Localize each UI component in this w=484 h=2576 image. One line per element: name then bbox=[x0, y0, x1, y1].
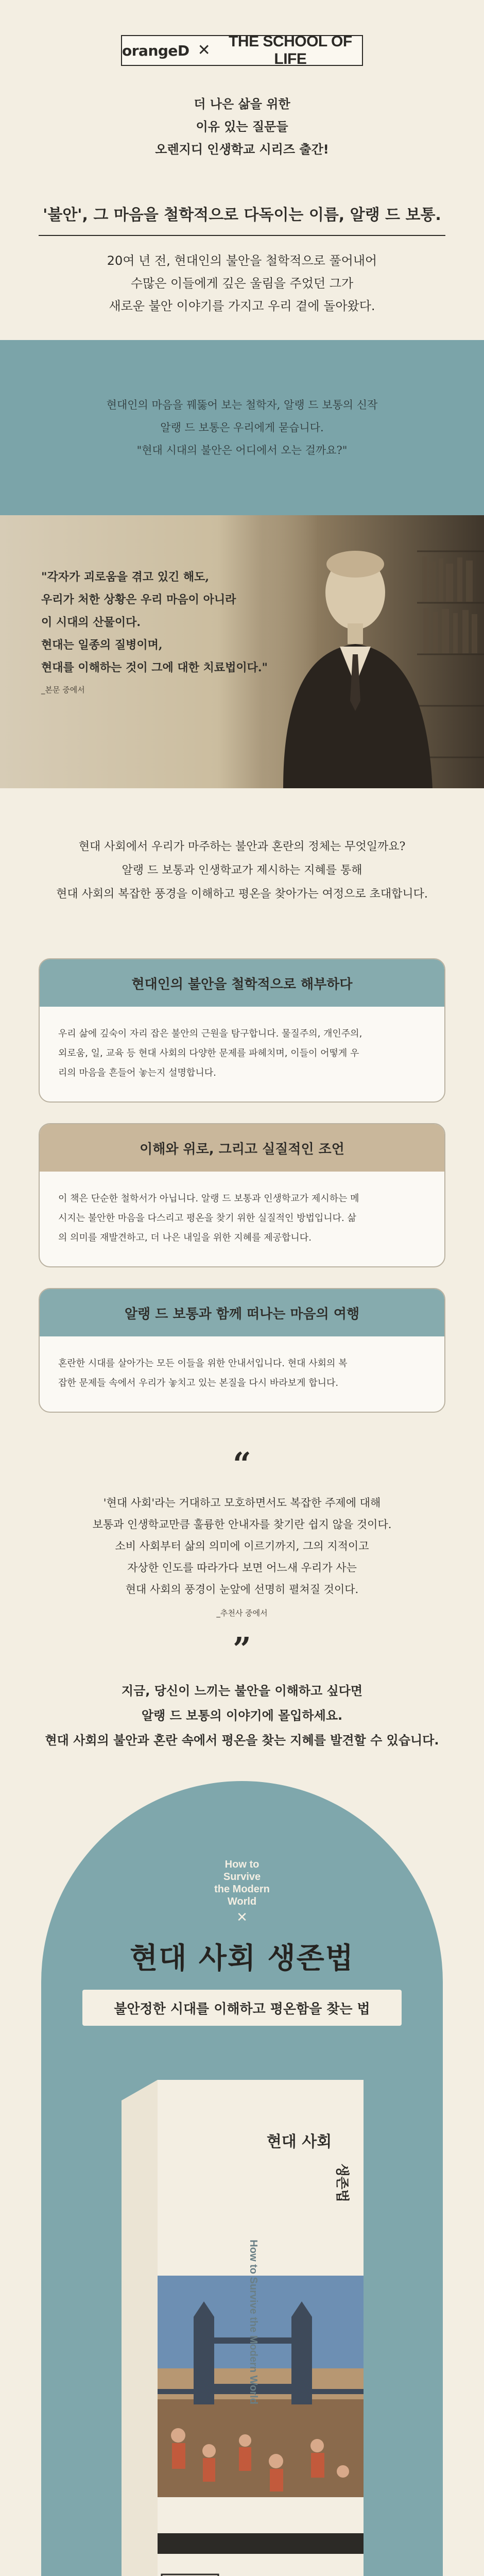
cover-spine-text: How to Survive the Modern World bbox=[248, 2240, 259, 2404]
open-quote-icon: “ bbox=[233, 1445, 251, 1483]
invitation-line: 현대 사회의 복잡한 풍경을 이해하고 평온을 찾아가는 여정으로 초대합니다. bbox=[56, 888, 428, 901]
card-title: 알랭 드 보통과 함께 떠나는 마음의 여행 bbox=[40, 1289, 444, 1336]
card-body bbox=[40, 1007, 444, 1101]
card-line: 우리 삶에 깊숙이 자리 잡은 불안의 근원을 탐구합니다. 물질주의, 개인주의, bbox=[58, 1028, 362, 1039]
closing-line: 현대 사회의 불안과 혼란 속에서 평온을 찾는 지혜를 발견할 수 있습니다. bbox=[45, 1733, 439, 1748]
teal-band-line: "현대 시대의 불안은 어디에서 오는 걸까요?" bbox=[136, 444, 348, 456]
recommendation-source: _추천사 중에서 bbox=[216, 1608, 268, 1618]
book-subtitle: 불안정한 시대를 이해하고 평온함을 찾는 법 bbox=[82, 1990, 402, 2026]
closing-line: 알랭 드 보통의 이야기에 몰입하세요. bbox=[141, 1708, 343, 1723]
card-line: 외로움, 일, 교육 등 현대 사회의 다양한 문제를 파헤치며, 이들이 어떻게 우 bbox=[58, 1048, 359, 1059]
author-quote bbox=[41, 566, 288, 695]
english-title-line: Survive bbox=[223, 1871, 261, 1883]
book-showcase bbox=[41, 1781, 443, 2576]
english-title-line: World bbox=[227, 1896, 257, 1907]
card-line: 시지는 불안한 마음을 다스리고 평온을 찾기 위한 실질적인 방법입니다. 삶 bbox=[58, 1213, 356, 1224]
korean-title: 현대 사회 생존법 bbox=[130, 1942, 354, 1975]
card-line: 리의 마음을 흔들어 놓는지 설명합니다. bbox=[58, 1067, 216, 1078]
card-line: 이 책은 단순한 철학서가 아닙니다. 알랭 드 보통과 인생학교가 제시하는 메 bbox=[58, 1193, 359, 1204]
card-title: 이해와 위로, 그리고 실질적인 조언 bbox=[40, 1124, 444, 1172]
teal-band-line: 알랭 드 보통은 우리에게 묻습니다. bbox=[160, 421, 324, 434]
teal-question-band bbox=[0, 340, 484, 515]
close-quote-icon: ” bbox=[233, 1630, 251, 1668]
oranged-logo: orangeD bbox=[122, 42, 189, 59]
author-photo-quote bbox=[0, 515, 484, 788]
card-line: 혼란한 시대를 살아가는 모든 이들을 위한 안내서입니다. 현대 사회의 복 bbox=[58, 1358, 348, 1369]
invitation-line: 알랭 드 보통과 인생학교가 제시하는 지혜를 통해 bbox=[122, 864, 362, 877]
card-line: 의 의미를 재발견하고, 더 나은 내일을 위한 지혜를 제공합니다. bbox=[58, 1232, 312, 1243]
quote-line: 우리가 처한 상황은 우리 마음이 아니라 bbox=[41, 593, 236, 606]
recommendation-line: 보통과 인생학교만큼 훌륭한 안내자를 찾기란 쉽지 않을 것이다. bbox=[92, 1518, 392, 1531]
quote-line: 이 시대의 산물이다. bbox=[41, 616, 141, 629]
intro-body bbox=[0, 249, 484, 317]
recommendation-text bbox=[0, 1492, 484, 1618]
intro-section bbox=[0, 0, 484, 340]
feature-card-advice bbox=[39, 1123, 445, 1267]
feature-card-analysis bbox=[39, 958, 445, 1103]
recommendation-line: 자상한 인도를 따라가다 보면 어느새 우리가 사는 bbox=[127, 1562, 357, 1574]
intro-body-line: 수많은 이들에게 깊은 울림을 주었던 그가 bbox=[130, 276, 354, 291]
invitation-section bbox=[0, 788, 484, 953]
brand-bar bbox=[121, 35, 363, 66]
recommendation-line: 현대 사회의 풍경이 눈앞에 선명히 펼쳐질 것이다. bbox=[125, 1583, 359, 1596]
intro-line: 오렌지디 인생학교 시리즈 출간! bbox=[155, 142, 329, 157]
recommendation-line: '현대 사회'라는 거대하고 모호하면서도 복잡한 주제에 대해 bbox=[103, 1497, 381, 1509]
collab-x-icon: ✕ bbox=[197, 41, 211, 59]
recommendation-line: 소비 사회부터 삶의 의미에 이르기까지, 그의 지적이고 bbox=[115, 1540, 369, 1552]
intro-tagline bbox=[0, 93, 484, 161]
card-line: 잡한 문제들 속에서 우리가 놓치고 있는 본질을 다시 바라보게 합니다. bbox=[58, 1378, 339, 1388]
english-title bbox=[41, 1858, 443, 1925]
card-body bbox=[40, 1172, 444, 1266]
book-cover-image bbox=[122, 2080, 364, 2576]
invitation-line: 현대 사회에서 우리가 마주하는 불안과 혼란의 정체는 무엇일까요? bbox=[78, 840, 406, 853]
quote-line: "각자가 괴로움을 겪고 있긴 해도, bbox=[41, 570, 210, 584]
card-body bbox=[40, 1336, 444, 1412]
closing-section bbox=[0, 1650, 484, 1781]
intro-headline: '불안', 그 마음을 철학적으로 다독이는 이름, 알랭 드 보통. bbox=[43, 206, 441, 224]
quote-source: _본문 중에서 bbox=[41, 685, 85, 694]
feature-card-journey bbox=[39, 1288, 445, 1413]
feature-cards bbox=[0, 953, 484, 1413]
closing-line: 지금, 당신이 느끼는 불안을 이해하고 싶다면 bbox=[121, 1683, 363, 1698]
recommendation-quote bbox=[0, 1433, 484, 1668]
quote-line: 현대를 이해하는 것이 그에 대한 치료법이다." bbox=[41, 661, 268, 674]
cover-title-vertical: 생존법 bbox=[334, 2163, 350, 2202]
intro-line: 더 나은 삶을 위한 bbox=[194, 97, 290, 111]
title-x-icon: ✕ bbox=[236, 1910, 248, 1925]
intro-body-line: 20여 년 전, 현대인의 불안을 철학적으로 풀어내어 bbox=[107, 253, 377, 268]
english-title-line: the Modern bbox=[214, 1884, 270, 1895]
intro-line: 이유 있는 질문들 bbox=[196, 120, 288, 134]
cover-title: 현대 사회 bbox=[266, 2133, 332, 2151]
intro-body-line: 새로운 불안 이야기를 가지고 우리 곁에 돌아왔다. bbox=[109, 299, 375, 313]
teal-band-line: 현대인의 마음을 꿰뚫어 보는 철학자, 알랭 드 보통의 신작 bbox=[106, 399, 378, 411]
english-title-line: How to bbox=[224, 1859, 260, 1870]
school-of-life-logo: THE SCHOOL OF LIFE bbox=[229, 33, 352, 67]
headline-divider bbox=[39, 235, 445, 236]
quote-line: 현대는 일종의 질병이며, bbox=[41, 638, 163, 652]
card-title: 현대인의 불안을 철학적으로 해부하다 bbox=[40, 959, 444, 1007]
author-portrait-image bbox=[263, 515, 484, 788]
